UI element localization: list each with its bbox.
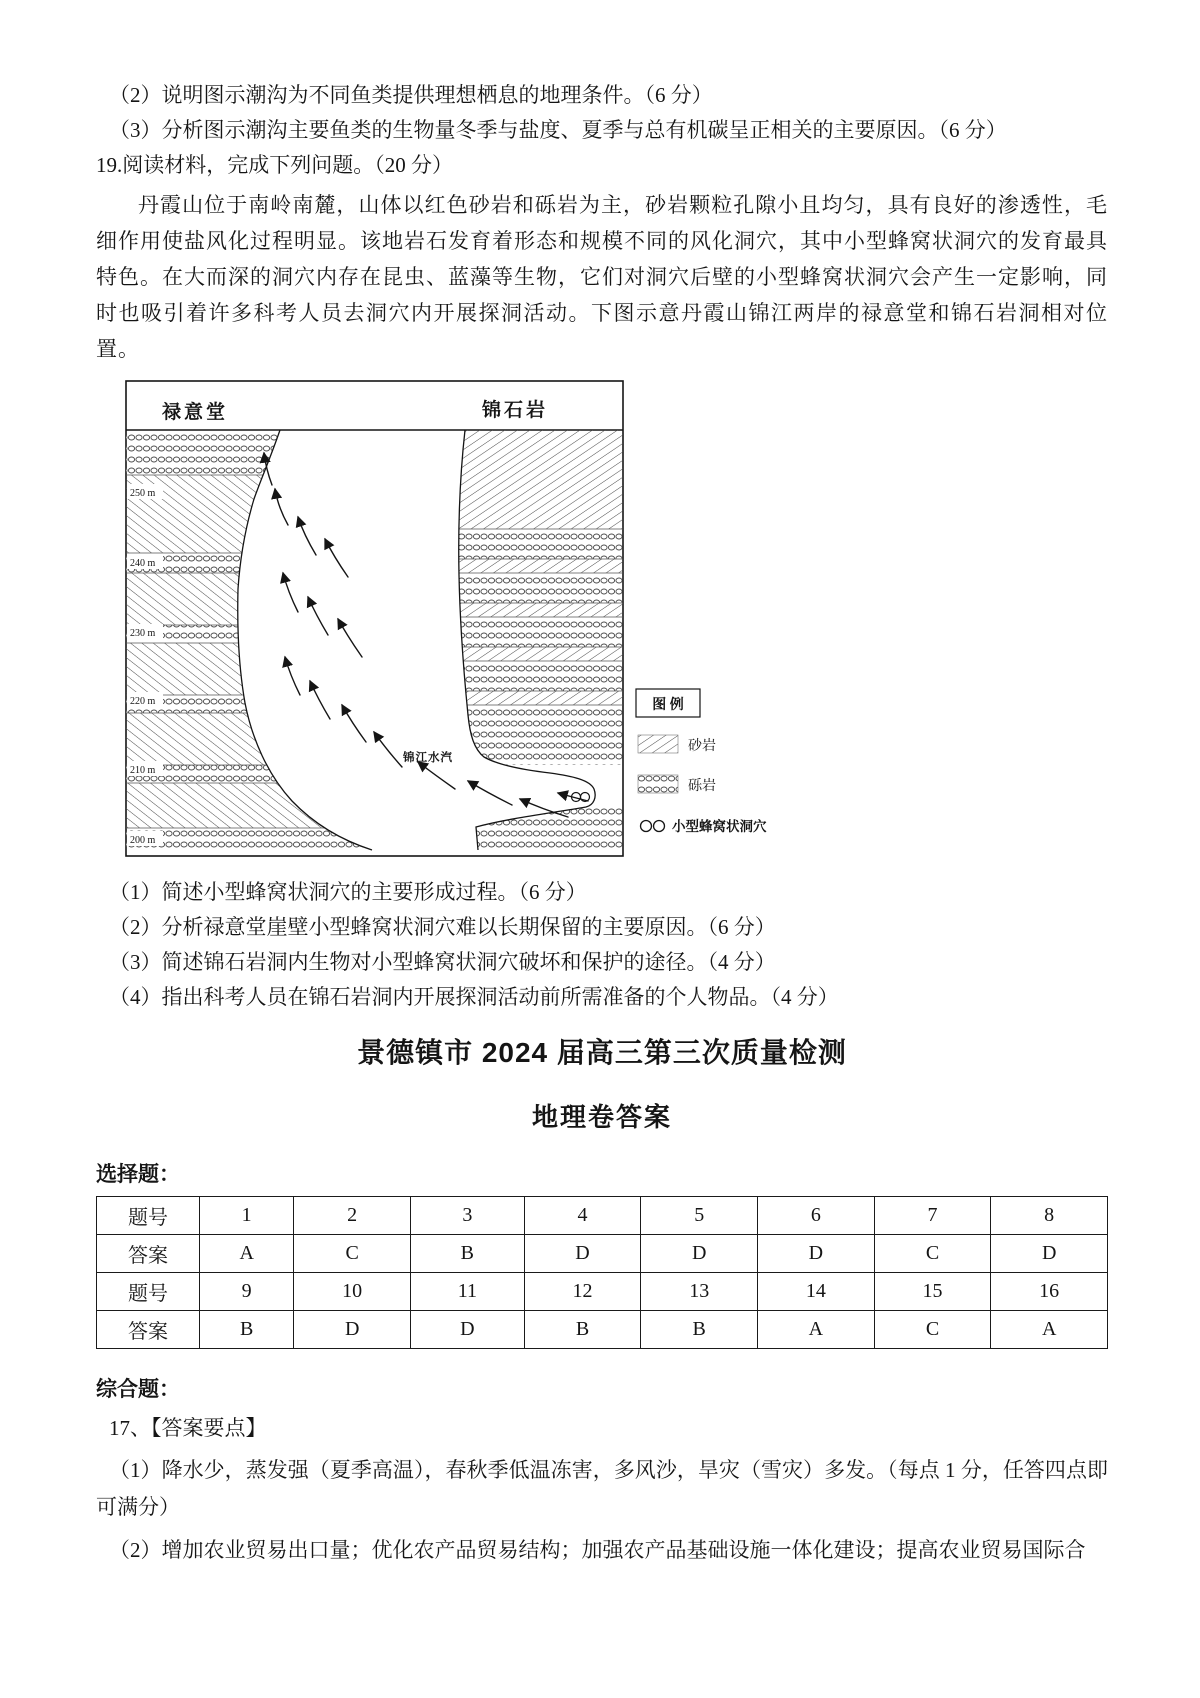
table-row-qnum-2 (97, 1273, 1108, 1311)
cross-section-svg (120, 377, 810, 862)
answer-table (96, 1196, 1108, 1349)
legend-honeycomb-label: 小型蜂窝状洞穴 (672, 819, 767, 834)
q17-answer-1: （1）降水少，蒸发强（夏季高温），春秋季低温冻害，多风沙，旱灾（雪灾）多发。（每点 1 分，任答四点即可满分） (96, 1458, 1108, 1519)
answer-cell: B (200, 1311, 294, 1349)
table-row-answer-2 (97, 1311, 1108, 1349)
answer-cell: D (524, 1235, 641, 1273)
qnum-cell: 10 (294, 1273, 411, 1311)
question-19-1: （1）简述小型蜂窝状洞穴的主要形成过程。（6 分） (109, 880, 587, 904)
left-cliff-strata (126, 430, 466, 850)
qnum-cell: 12 (524, 1273, 641, 1311)
answer-cell: B (524, 1311, 641, 1349)
answer-cell: A (991, 1311, 1108, 1349)
qnum-cell: 11 (411, 1273, 525, 1311)
qnum-cell: 13 (641, 1273, 758, 1311)
honeycomb-swatch (641, 821, 665, 832)
legend (636, 689, 767, 834)
right-cliff-title: 锦石岩 (482, 400, 549, 421)
question-18-3: （3）分析图示潮沟主要鱼类的生物量冬季与盐度、夏季与总有机碳呈正相关的主要原因。（6 分） (109, 118, 1007, 142)
answer-cell: C (294, 1235, 411, 1273)
qnum-cell: 16 (991, 1273, 1108, 1311)
answer-cell: C (874, 1311, 991, 1349)
q17-answer-2: （2）增加农业贸易出口量；优化农产品贸易结构；加强农产品基础设施一体化建设；提高农业贸易国际合 (109, 1538, 1086, 1562)
question-19-4: （4）指出科考人员在锦石岩洞内开展探洞活动前所需准备的个人物品。（4 分） (109, 985, 839, 1009)
answer-key-subtitle: 地理卷答案 (531, 1102, 672, 1132)
cross-section-figure (120, 377, 1108, 867)
legend-conglomerate-label: 砾岩 (688, 779, 716, 794)
question-19-2: （2）分析禄意堂崖壁小型蜂窝状洞穴难以长期保留的主要原因。（6 分） (109, 915, 776, 939)
elevation-250: 250 m (130, 488, 156, 499)
question-19-stem: 19.阅读材料，完成下列问题。（20 分） (96, 153, 453, 177)
choice-section-heading: 选择题： (96, 1163, 180, 1186)
answer-cell: D (411, 1311, 525, 1349)
qnum-cell: 8 (991, 1197, 1108, 1235)
row-label: 答案 (97, 1311, 200, 1349)
answer-cell: B (411, 1235, 525, 1273)
answer-cell: A (200, 1235, 294, 1273)
answer-cell: C (874, 1235, 991, 1273)
qnum-cell: 6 (758, 1197, 875, 1235)
table-row-qnum-1 (97, 1197, 1108, 1235)
conglomerate-swatch (638, 775, 678, 793)
comprehensive-section-heading: 综合题： (96, 1378, 180, 1401)
elevation-240: 240 m (130, 558, 156, 569)
elevation-200: 200 m (130, 835, 156, 846)
qnum-cell: 3 (411, 1197, 525, 1235)
river-vapor-label: 锦江水汽 (403, 752, 453, 764)
answer-cell: D (294, 1311, 411, 1349)
answer-cell: D (991, 1235, 1108, 1273)
answer-key-title: 景德镇市 2024 届高三第三次质量检测 (357, 1037, 847, 1068)
qnum-cell: 7 (874, 1197, 991, 1235)
answer-cell: B (641, 1311, 758, 1349)
qnum-cell: 2 (294, 1197, 411, 1235)
legend-title: 图 例 (652, 698, 684, 713)
question-18-2: （2）说明图示潮沟为不同鱼类提供理想栖息的地理条件。（6 分） (109, 83, 713, 107)
row-label: 答案 (97, 1235, 200, 1273)
row-label: 题号 (97, 1273, 200, 1311)
elevation-210: 210 m (130, 765, 156, 776)
answer-cell: D (758, 1235, 875, 1273)
qnum-cell: 1 (200, 1197, 294, 1235)
sandstone-swatch (638, 735, 678, 753)
q17-heading: 17、【答案要点】 (109, 1416, 267, 1440)
row-label: 题号 (97, 1197, 200, 1235)
elevation-220: 220 m (130, 696, 156, 707)
reading-passage: 丹霞山位于南岭南麓，山体以红色砂岩和砾岩为主，砂岩颗粒孔隙小且均匀，具有良好的渗透性，毛细作用使盐风化过程明显。该地岩石发育着形态和规模不同的风化洞穴，其中小型蜂窝状洞穴的发育最具特色。在大而深的洞穴内存在昆虫、蓝藻等生物，它们对洞穴后壁的小型蜂窝状洞穴会产生一定影响，同时也吸引着许多科考人员去洞穴内开展探洞活动。下图示意丹霞山锦江两岸的禄意堂和锦石岩洞相对位置。 (96, 193, 1108, 361)
legend-sandstone-label: 砂岩 (688, 739, 716, 754)
answer-cell: A (758, 1311, 875, 1349)
table-row-answer-1 (97, 1235, 1108, 1273)
right-cliff-strata (450, 430, 625, 850)
left-cliff-title: 禄意堂 (162, 402, 229, 423)
answer-cell: D (641, 1235, 758, 1273)
qnum-cell: 5 (641, 1197, 758, 1235)
question-19-3: （3）简述锦石岩洞内生物对小型蜂窝状洞穴破坏和保护的途径。（4 分） (109, 950, 776, 974)
qnum-cell: 4 (524, 1197, 641, 1235)
qnum-cell: 9 (200, 1273, 294, 1311)
qnum-cell: 14 (758, 1273, 875, 1311)
qnum-cell: 15 (874, 1273, 991, 1311)
elevation-230: 230 m (130, 628, 156, 639)
